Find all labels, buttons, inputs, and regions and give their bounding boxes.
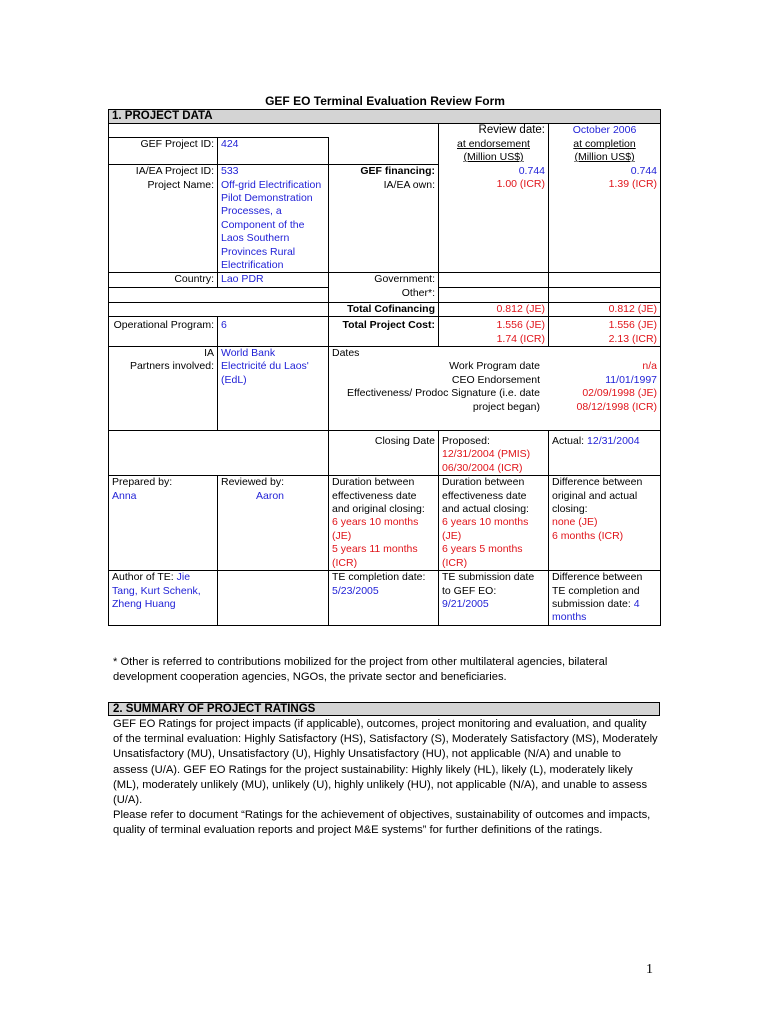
effectiveness-label: Effectiveness/ Prodoc Signature (i.e. date project began) [347, 387, 540, 413]
gef-project-id: 424 [218, 138, 329, 165]
project-name: Off-grid Electrification Pilot Demonstration Processes, a Component of the Laos Southern Provinces Rural Electrification [221, 178, 322, 271]
operational-program: 6 [218, 317, 329, 347]
total-cost-completion: 1.556 (JE) 2.13 (ICR) [549, 317, 661, 347]
other-label: Other*: [329, 287, 439, 302]
completion-header: at completion (Million US$) [549, 138, 661, 165]
gef-project-id-label: GEF Project ID: [109, 138, 218, 165]
section-1-heading: 1. PROJECT DATA [109, 110, 661, 124]
page-number: 1 [646, 962, 653, 977]
total-cofinancing-endorsement: 0.812 (JE) [439, 302, 549, 316]
te-completion: TE completion date: 5/23/2005 [329, 571, 439, 626]
review-date-label: Review date: [439, 124, 549, 138]
work-program-date: n/a [642, 360, 658, 373]
ratings-paragraph: GEF EO Ratings for project impacts (if applicable), outcomes, project monitoring and evaluation, and quality of the terminal evaluation: Highly Satisfactory (HS), Satisfactory (S), Moderately Satisfactory (MS), Moderately Unsatisfactory (MU), Unsatisfactory (U), Highly Unsatisfactory (HU), not applicable (N/A) and unable to assess (U/A). GEF EO Ratings for the project sustainability: Highly likely (HL), likely (L), moderately likely (ML), moderately unlikely (MU), unlikely (U), highly unlikely (HU), not applicable (N/A), and unable to assess (U/A). [113, 718, 658, 807]
project-id-and-name [218, 165, 329, 273]
duration-original: Duration between effectiveness date and original closing: 6 years 10 months (JE) 5 years 11 months (ICR) [329, 476, 439, 571]
ceo-endorsement-date: 11/01/1997 [605, 373, 658, 386]
proposed-closing: Proposed: 12/31/2004 (PMIS) 06/30/2004 (ICR) [439, 431, 549, 476]
financing-labels: GEF financing: IA/EA own: [329, 165, 439, 273]
ia-partners [218, 347, 329, 431]
closing-date-label: Closing Date [329, 431, 439, 476]
country-label: Country: [109, 273, 218, 287]
ia-partners-labels: IA Partners involved: [109, 347, 218, 431]
section-2-heading: 2. SUMMARY OF PROJECT RATINGS [109, 703, 660, 716]
page-title: GEF EO Terminal Evaluation Review Form [265, 94, 505, 108]
actual-closing: Actual: 12/31/2004 [549, 431, 661, 476]
difference-closing: Difference between original and actual closing: none (JE) 6 months (ICR) [549, 476, 661, 571]
dates-label: Dates [332, 347, 360, 359]
total-cofinancing-label: Total Cofinancing [329, 302, 439, 316]
summary-heading-box [108, 702, 660, 716]
difference-te: Difference between TE completion and submission date: 4 months [549, 571, 661, 626]
total-cofinancing-completion: 0.812 (JE) [549, 302, 661, 316]
iaea-project-id: 533 [221, 165, 239, 178]
partners: Electricité du Laos' (EdL) [221, 360, 309, 386]
effectiveness-dates: 02/09/1998 (JE) 08/12/1998 (ICR) [576, 387, 658, 413]
project-data-table [108, 109, 661, 626]
other-footnote: * Other is referred to contributions mobilized for the project from other multilateral agencies, bilateral development cooperation agencies, NGOs, the private sector and beneficiaries. [113, 656, 608, 683]
duration-actual: Duration between effectiveness date and actual closing: 6 years 10 months (JE) 6 years 5 months (ICR) [439, 476, 549, 571]
dates-block [329, 347, 661, 431]
te-submission: TE submission date to GEF EO: 9/21/2005 [439, 571, 549, 626]
iaea-project-id-label: IA/EA Project ID: Project Name: [109, 165, 218, 273]
review-date: October 2006 [549, 124, 661, 138]
country: Lao PDR [218, 273, 329, 287]
government-label: Government: [329, 273, 439, 287]
work-program-date-label: Work Program date [449, 360, 540, 373]
ratings-description [113, 717, 658, 839]
ratings-reference: Please refer to document “Ratings for the achievement of objectives, sustainability of outcomes and impacts, quality of terminal evaluation reports and project M&E systems” for further definitions of the ratings. [113, 809, 651, 837]
prepared-by: Prepared by: Anna [109, 476, 218, 571]
author: Author of TE: Jie Tang, Kurt Schenk, Zheng Huang [109, 571, 218, 626]
implementing-agency: World Bank [221, 347, 276, 359]
financing-endorsement: 0.744 1.00 (ICR) [439, 165, 549, 273]
ceo-endorsement-label: CEO Endorsement [451, 373, 540, 386]
operational-program-label: Operational Program: [109, 317, 218, 347]
reviewed-by: Reviewed by: Aaron [218, 476, 329, 571]
endorsement-header: at endorsement (Million US$) [439, 138, 549, 165]
financing-completion: 0.744 1.39 (ICR) [549, 165, 661, 273]
total-cost-endorsement: 1.556 (JE) 1.74 (ICR) [439, 317, 549, 347]
total-project-cost-label: Total Project Cost: [329, 317, 439, 347]
